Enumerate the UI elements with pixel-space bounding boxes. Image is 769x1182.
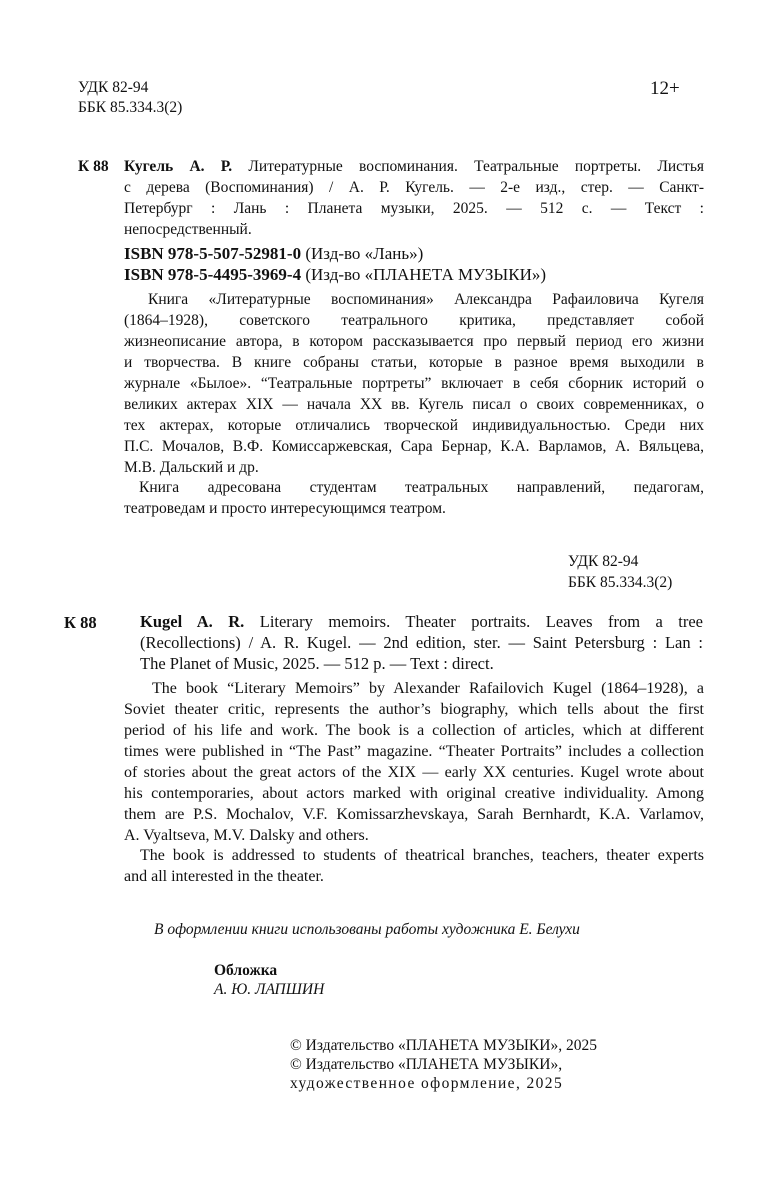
udk-code: УДК 82-94 xyxy=(78,79,149,96)
ru-abstract-line: великих актерах XIX — начала XX вв. Кугель писал о своих современниках, о xyxy=(124,396,704,413)
ru-abstract-line: М.В. Дальский и др. xyxy=(124,459,259,476)
ru-entry-code: К 88 xyxy=(78,158,109,175)
en-entry-code: К 88 xyxy=(64,613,97,632)
isbn-planeta-publisher: (Изд-во «ПЛАНЕТА МУЗЫКИ») xyxy=(305,265,547,284)
illustration-credit: В оформлении книги использованы работы художника Е. Белухи xyxy=(154,921,580,938)
ru-bib-line: непосредственный. xyxy=(124,221,252,238)
en-abstract-line: period of his life and work. The book is a collection of articles, which at different xyxy=(124,722,704,739)
en-bib-line: Literary memoirs. Theater portraits. Leaves from a tree xyxy=(259,612,703,631)
cover-label: Обложка xyxy=(214,962,278,979)
ru-abstract xyxy=(124,290,704,479)
en-abstract-line: of stories about the great actors of the XIX — early XX centuries. Kugel wrote about xyxy=(124,764,704,781)
en-audience xyxy=(124,846,704,888)
copyright-line: © Издательство «ПЛАНЕТА МУЗЫКИ», xyxy=(290,1056,563,1073)
ru-abstract-line: Книга «Литературные воспоминания» Александра Рафаиловича Кугеля xyxy=(148,291,704,308)
ru-audience xyxy=(124,478,704,520)
ru-bib-line: с дерева (Воспоминания) / А. Р. Кугель. — 2-е изд., стер. — Санкт- xyxy=(124,179,704,196)
en-bib-line: (Recollections) / A. R. Kugel. — 2nd edition, ster. — Saint Petersburg : Lan : xyxy=(140,633,703,652)
cover-artist: А. Ю. ЛАПШИН xyxy=(214,981,325,998)
en-abstract-line: them are P.S. Mochalov, V.F. Komissarzhevskaya, Sarah Bernhardt, K.A. Varlamov, xyxy=(124,806,704,823)
isbn-planeta xyxy=(124,265,546,285)
age-rating: 12+ xyxy=(650,78,680,99)
isbn-lan xyxy=(124,244,423,264)
ru-author: Кугель А. Р. xyxy=(124,158,233,175)
ru-bibliographic-record xyxy=(124,157,704,241)
ru-abstract-line: П.С. Мочалов, В.Ф. Комиссаржевская, Сара Бернар, К.А. Варламов, А. Вяльцева, xyxy=(124,438,704,455)
ru-bib-line: Петербург : Лань : Планета музыки, 2025. — 512 с. — Текст : xyxy=(124,200,704,217)
en-abstract xyxy=(124,679,704,847)
ru-abstract-line: и творчества. В книге собраны статьи, которые в разное время выходили в xyxy=(124,354,704,371)
copyright-line: художественное оформление, 2025 xyxy=(290,1075,564,1092)
en-abstract-line: times were published in “The Past” magazine. “Theater Portraits” includes a collection xyxy=(124,743,704,760)
en-bbk-code: ББК 85.334.3(2) xyxy=(568,574,673,591)
ru-abstract-line: (1864–1928), советского театрального критика, представляет собой xyxy=(124,312,704,329)
en-author: Kugel A. R. xyxy=(140,612,245,631)
en-audience-line: The book is addressed to students of theatrical branches, teachers, theater experts xyxy=(140,847,704,864)
en-bibliographic-record xyxy=(140,612,703,675)
ru-abstract-line: журнале «Былое». “Театральные портреты” включает в себя сборник историй о xyxy=(124,375,704,392)
en-abstract-line: The book “Literary Memoirs” by Alexander Rafailovich Kugel (1864–1928), a xyxy=(152,680,704,697)
ru-abstract-line: тех актерах, которые отличались творческой индивидуальностью. Среди них xyxy=(124,417,704,434)
bbk-code: ББК 85.334.3(2) xyxy=(78,99,183,116)
en-udk-code: УДК 82-94 xyxy=(568,553,639,570)
ru-audience-line: театроведам и просто интересующимся театром. xyxy=(124,500,446,517)
ru-bib-line: Литературные воспоминания. Театральные портреты. Листья xyxy=(248,158,705,175)
en-bib-line: The Planet of Music, 2025. — 512 p. — Text : direct. xyxy=(140,654,494,673)
isbn-lan-publisher: (Изд-во «Лань») xyxy=(305,244,424,263)
en-abstract-line: A. Vyaltseva, M.V. Dalsky and others. xyxy=(124,827,369,844)
en-abstract-line: his contemporaries, about actors marked with original creative individuality. Among xyxy=(124,785,704,802)
isbn-lan-number: ISBN 978-5-507-52981-0 xyxy=(124,244,302,263)
ru-audience-line: Книга адресована студентам театральных направлений, педагогам, xyxy=(139,479,704,496)
isbn-planeta-number: ISBN 978-5-4495-3969-4 xyxy=(124,265,302,284)
en-audience-line: and all interested in the theater. xyxy=(124,868,324,885)
copyright-line: © Издательство «ПЛАНЕТА МУЗЫКИ», 2025 xyxy=(290,1037,597,1054)
en-abstract-line: Soviet theater critic, represents the author’s biography, which tells about the first xyxy=(124,701,704,718)
ru-abstract-line: жизнеописание автора, в котором рассказывается про первый период его жизни xyxy=(124,333,704,350)
